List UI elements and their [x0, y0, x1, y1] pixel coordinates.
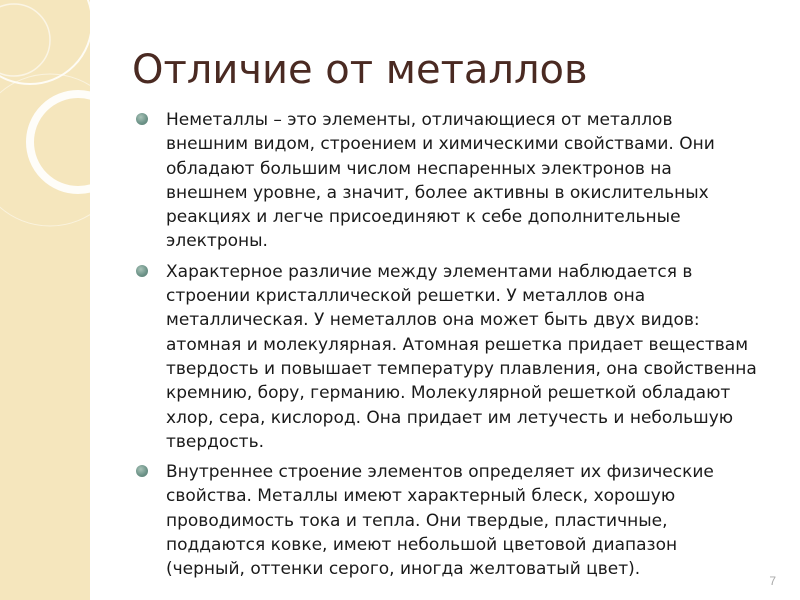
slide-title: Отличие от металлов: [132, 47, 588, 93]
bullet-dot-icon: [136, 265, 148, 277]
page-number: 7: [769, 574, 776, 588]
decorative-side-panel: [0, 0, 90, 600]
bullet-list: [136, 108, 776, 588]
bullet-text: Внутреннее строение элементов определяет их физические свойства. Металлы имеют характерный блеск, хорошую проводимость тока и тепла. Они твердые, пластичные, поддаются ковке, имеют небольшой цветовой диапазон (черный, оттенки серого, иногда желтоватый цвет).: [166, 462, 714, 580]
bullet-dot-icon: [136, 465, 148, 477]
bullet-item: [136, 460, 776, 581]
decorative-circles: [0, 0, 90, 600]
bullet-item: [136, 260, 776, 454]
bullet-text: Неметаллы – это элементы, отличающиеся от металлов внешним видом, строением и химическими свойствами. Они обладают большим числом неспаренных электронов на внешнем уровне, а значит, более активны в окислительных реакциях и легче присоединяют к себе дополнительные электроны.: [166, 110, 715, 252]
bullet-text: Характерное различие между элементами наблюдается в строении кристаллической решетки. У металлов она металлическая. У неметаллов она может быть двух видов: атомная и молекулярная. Атомная решетка придает веществам твердость и повышает температуру плавления, она свойственна кремнию, бору, германию. Молекулярной решеткой обладают хлор, сера, кислород. Она придает им летучесть и небольшую твердость.: [166, 261, 757, 452]
bullet-dot-icon: [136, 113, 148, 125]
bullet-item: [136, 108, 776, 254]
